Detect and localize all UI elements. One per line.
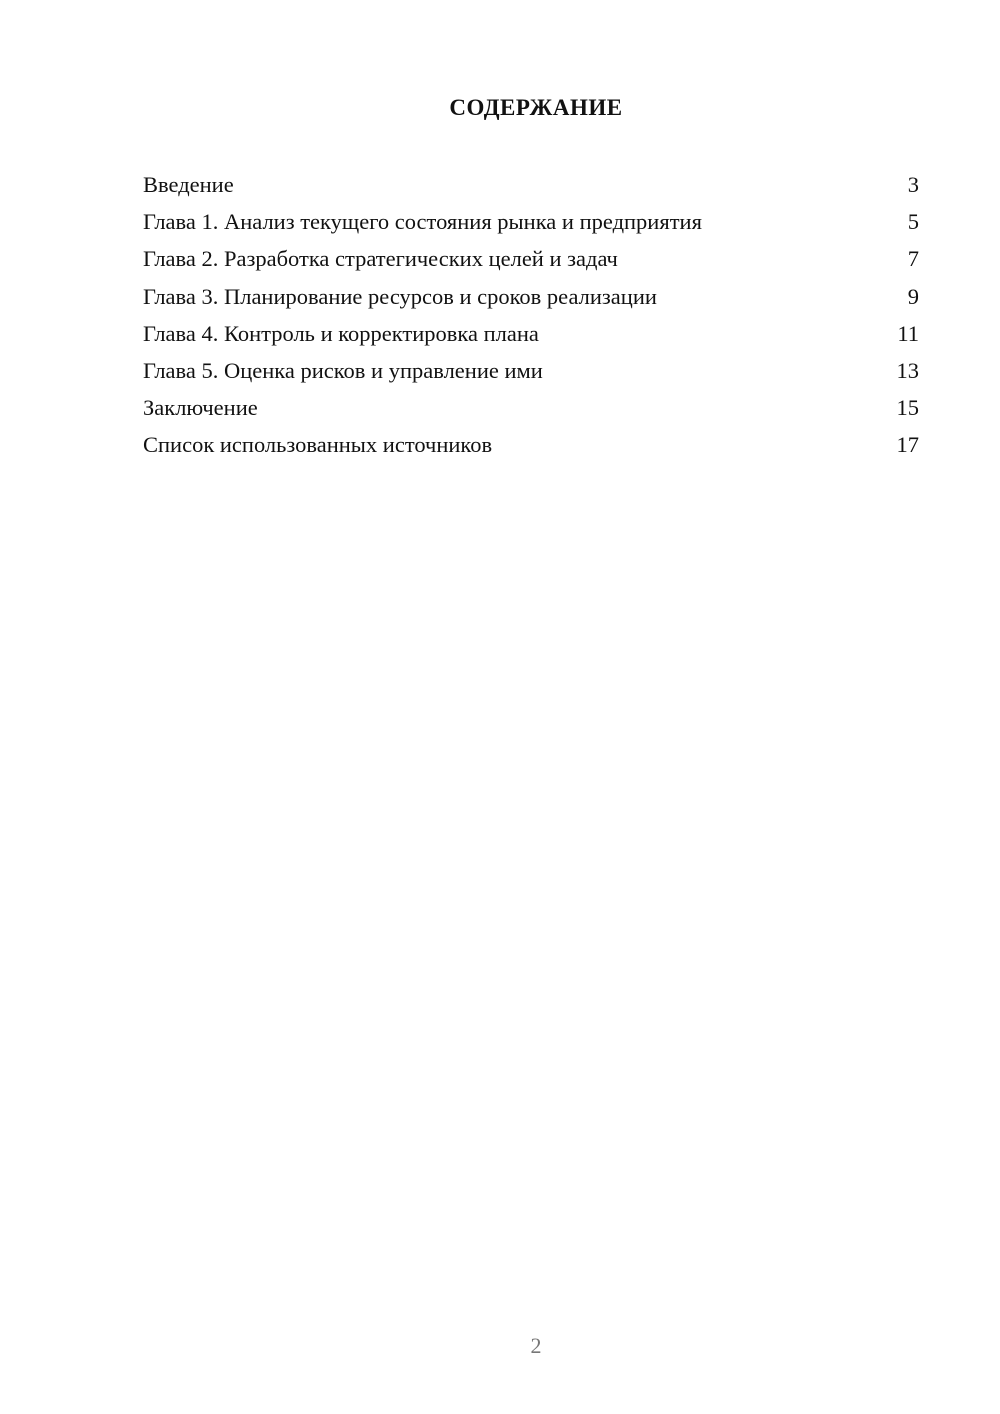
toc-title: СОДЕРЖАНИЕ: [449, 95, 623, 120]
toc-entry-page: 5: [907, 209, 919, 235]
toc-entry-label: Список использованных источников: [143, 432, 493, 458]
toc-entry-label: Введение: [143, 172, 234, 197]
toc-entry-page: 9: [907, 283, 919, 309]
toc-entry-chapter-5: [143, 354, 919, 391]
toc-entry-page: 13: [896, 357, 919, 383]
toc-entry-label: Глава 1. Анализ текущего состояния рынка и предприятия: [143, 209, 702, 235]
toc-entry-chapter-2: [143, 242, 919, 279]
toc-entry-chapter-4: [143, 317, 919, 354]
toc-entry-chapter-3: [143, 280, 919, 317]
toc-entry-label: Глава 5. Оценка рисков и управление ими: [143, 357, 543, 383]
page-number: 2: [530, 1333, 542, 1358]
toc-entry-page: 3: [907, 172, 919, 197]
toc-entry-page: 11: [897, 320, 919, 346]
toc-entry-page: 17: [896, 432, 919, 458]
toc-entry-references: [143, 428, 919, 465]
table-of-contents: [143, 168, 919, 466]
toc-entry-label: Глава 3. Планирование ресурсов и сроков реализации: [143, 283, 657, 309]
toc-entry-label: Глава 2. Разработка стратегических целей и задач: [143, 246, 618, 272]
toc-entry-page: 15: [896, 395, 919, 421]
toc-entry-introduction: [143, 168, 919, 205]
toc-entry-conclusion: [143, 391, 919, 428]
toc-entry-label: Глава 4. Контроль и корректировка плана: [143, 320, 539, 346]
toc-entry-page: 7: [907, 246, 919, 272]
toc-entry-label: Заключение: [143, 395, 258, 421]
toc-entry-chapter-1: [143, 205, 919, 242]
